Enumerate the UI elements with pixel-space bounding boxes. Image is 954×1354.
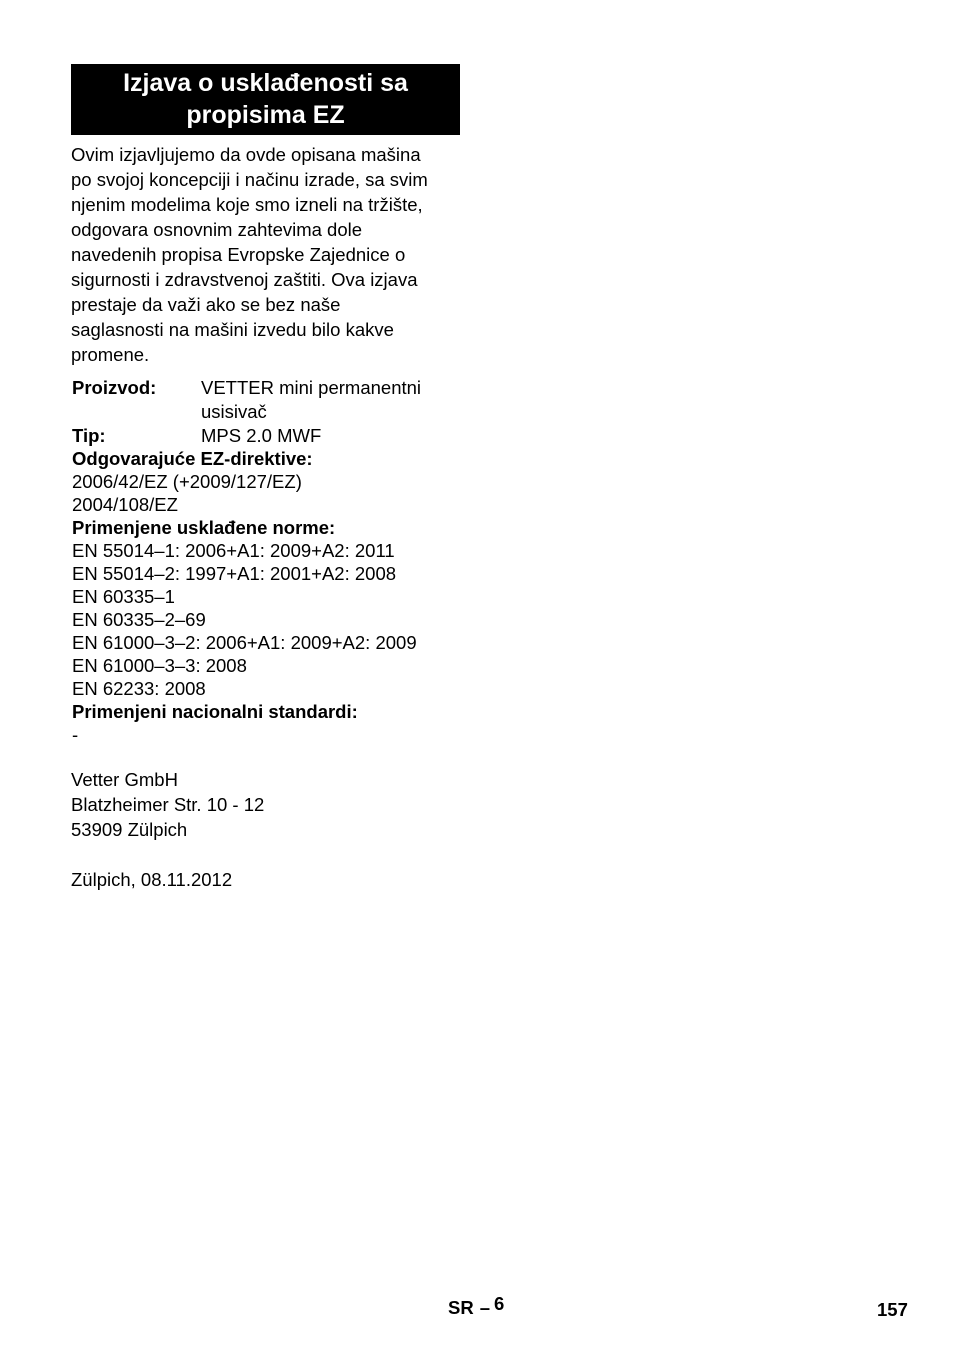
section-title-line-2: propisima EZ <box>186 101 345 129</box>
type-label: Tip: <box>72 425 106 446</box>
footer-separator: – <box>479 1297 490 1318</box>
product-value-line-2: usisivač <box>201 401 267 422</box>
national-standards-heading: Primenjeni nacionalni standardi: <box>72 701 358 722</box>
product-row <box>72 376 472 424</box>
footer-language: SR <box>448 1297 474 1318</box>
company-address <box>71 767 264 842</box>
intro-line: prestaje da važi ako se bez naše <box>71 294 341 315</box>
directives-heading: Odgovarajuće EZ-direktive: <box>72 448 313 469</box>
intro-line: odgovara osnovnim zahtevima dole <box>71 219 363 240</box>
standard-item: EN 60335–2–69 <box>72 609 206 630</box>
section-title-line-1: Izjava o usklađenosti sa <box>123 69 408 97</box>
product-label: Proizvod: <box>72 377 157 398</box>
directive-item: 2006/42/EZ (+2009/127/EZ) <box>72 471 302 492</box>
standard-item: EN 62233: 2008 <box>72 678 206 699</box>
type-row <box>72 424 472 447</box>
standard-item: EN 55014–1: 2006+A1: 2009+A2: 2011 <box>72 540 395 561</box>
intro-line: promene. <box>71 344 150 365</box>
intro-line: njenim modelima koje smo izneli na tržište, <box>71 194 423 215</box>
standard-item: EN 60335–1 <box>72 586 175 607</box>
product-value <box>201 376 472 424</box>
standard-item: EN 61000–3–3: 2008 <box>72 655 247 676</box>
intro-paragraph <box>71 142 471 367</box>
intro-line: po svojoj koncepciji i načinu izrade, sa svim <box>71 169 428 190</box>
footer-section-page: 6 <box>494 1293 505 1314</box>
intro-line: Ovim izjavljujemo da ovde opisana mašina <box>71 144 421 165</box>
section-title <box>71 64 460 135</box>
declaration-details <box>72 376 472 746</box>
intro-line: navedenih propisa Evropske Zajednice o <box>71 244 406 265</box>
place-and-date: Zülpich, 08.11.2012 <box>71 869 233 890</box>
product-value-line-1: VETTER mini permanentni <box>201 377 422 398</box>
page-number: 157 <box>877 1299 908 1320</box>
standard-item: EN 61000–3–2: 2006+A1: 2009+A2: 2009 <box>72 632 417 653</box>
standard-item: EN 55014–2: 1997+A1: 2001+A2: 2008 <box>72 563 397 584</box>
harmonized-standards-heading: Primenjene usklađene norme: <box>72 517 336 538</box>
company-city: 53909 Zülpich <box>71 819 188 840</box>
footer-language-marker <box>448 1293 505 1319</box>
intro-line: saglasnosti na mašini izvedu bilo kakve <box>71 319 394 340</box>
intro-line: sigurnosti i zdravstvenoj zaštiti. Ova izjava <box>71 269 418 290</box>
national-standards-value: - <box>72 724 79 745</box>
company-street: Blatzheimer Str. 10 - 12 <box>71 794 265 815</box>
company-name: Vetter GmbH <box>71 769 178 790</box>
directive-item: 2004/108/EZ <box>72 494 178 515</box>
type-value: MPS 2.0 MWF <box>201 425 322 446</box>
